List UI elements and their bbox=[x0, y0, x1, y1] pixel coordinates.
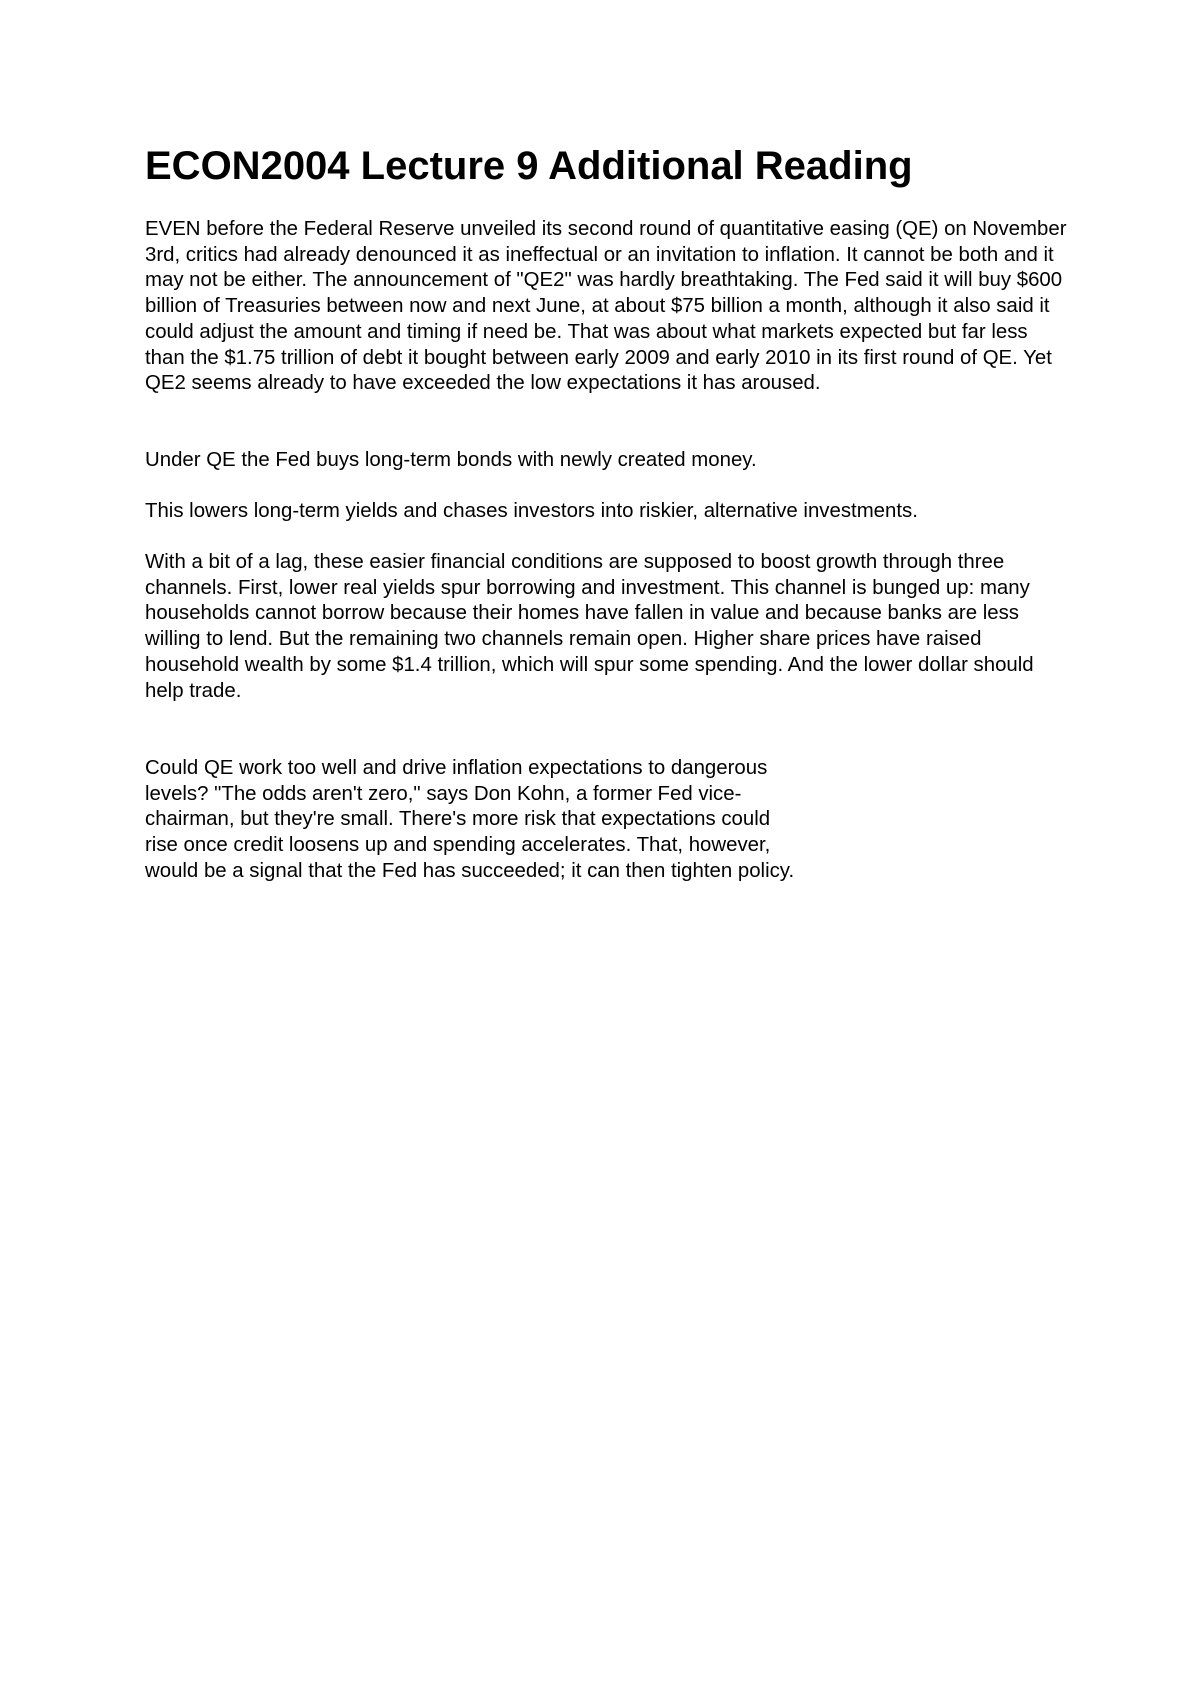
paragraph-growth-channels: With a bit of a lag, these easier financial conditions are supposed to boost growth through three channels. First, lower real yields spur borrowing and investment. This channel is bunged up: many households cannot borrow because their homes have fallen in value and because banks are less willing to lend. But the remaining two channels remain open. Higher share prices have raised household wealth by some $1.4 trillion, which will spur some spending. And the lower dollar should help trade. bbox=[145, 551, 1034, 702]
paragraph-qe2-intro: EVEN before the Federal Reserve unveiled its second round of quantitative easing (QE) on November 3rd, critics had already denounced it as ineffectual or an invitation to inflation. It cannot be both and it may not be either. The announcement of "QE2" was hardly breathtaking. The Fed said it will buy $600 billion of Treasuries between now and next June, at about $75 billion a month, although it also said it could adjust the amount and timing if need be. That was about what markets expected but far less than the $1.75 trillion of debt it bought between early 2009 and early 2010 in its first round of QE. Yet QE2 seems already to have exceeded the low expectations it has aroused. bbox=[145, 218, 1067, 395]
document-title: ECON2004 Lecture 9 Additional Reading bbox=[145, 144, 913, 188]
paragraph-yields-effect: This lowers long-term yields and chases investors into riskier, alternative investments. bbox=[145, 500, 918, 522]
paragraph-qe-definition: Under QE the Fed buys long-term bonds with newly created money. bbox=[145, 449, 757, 471]
paragraph-inflation-risk: Could QE work too well and drive inflation expectations to dangerous levels? "The odds aren't zero," says Don Kohn, a former Fed vice-chairman, but they're small. There's more risk that expectations could rise once credit loosens up and spending accelerates. That, however, would be a signal that the Fed has succeeded; it can then tighten policy. bbox=[145, 757, 795, 882]
